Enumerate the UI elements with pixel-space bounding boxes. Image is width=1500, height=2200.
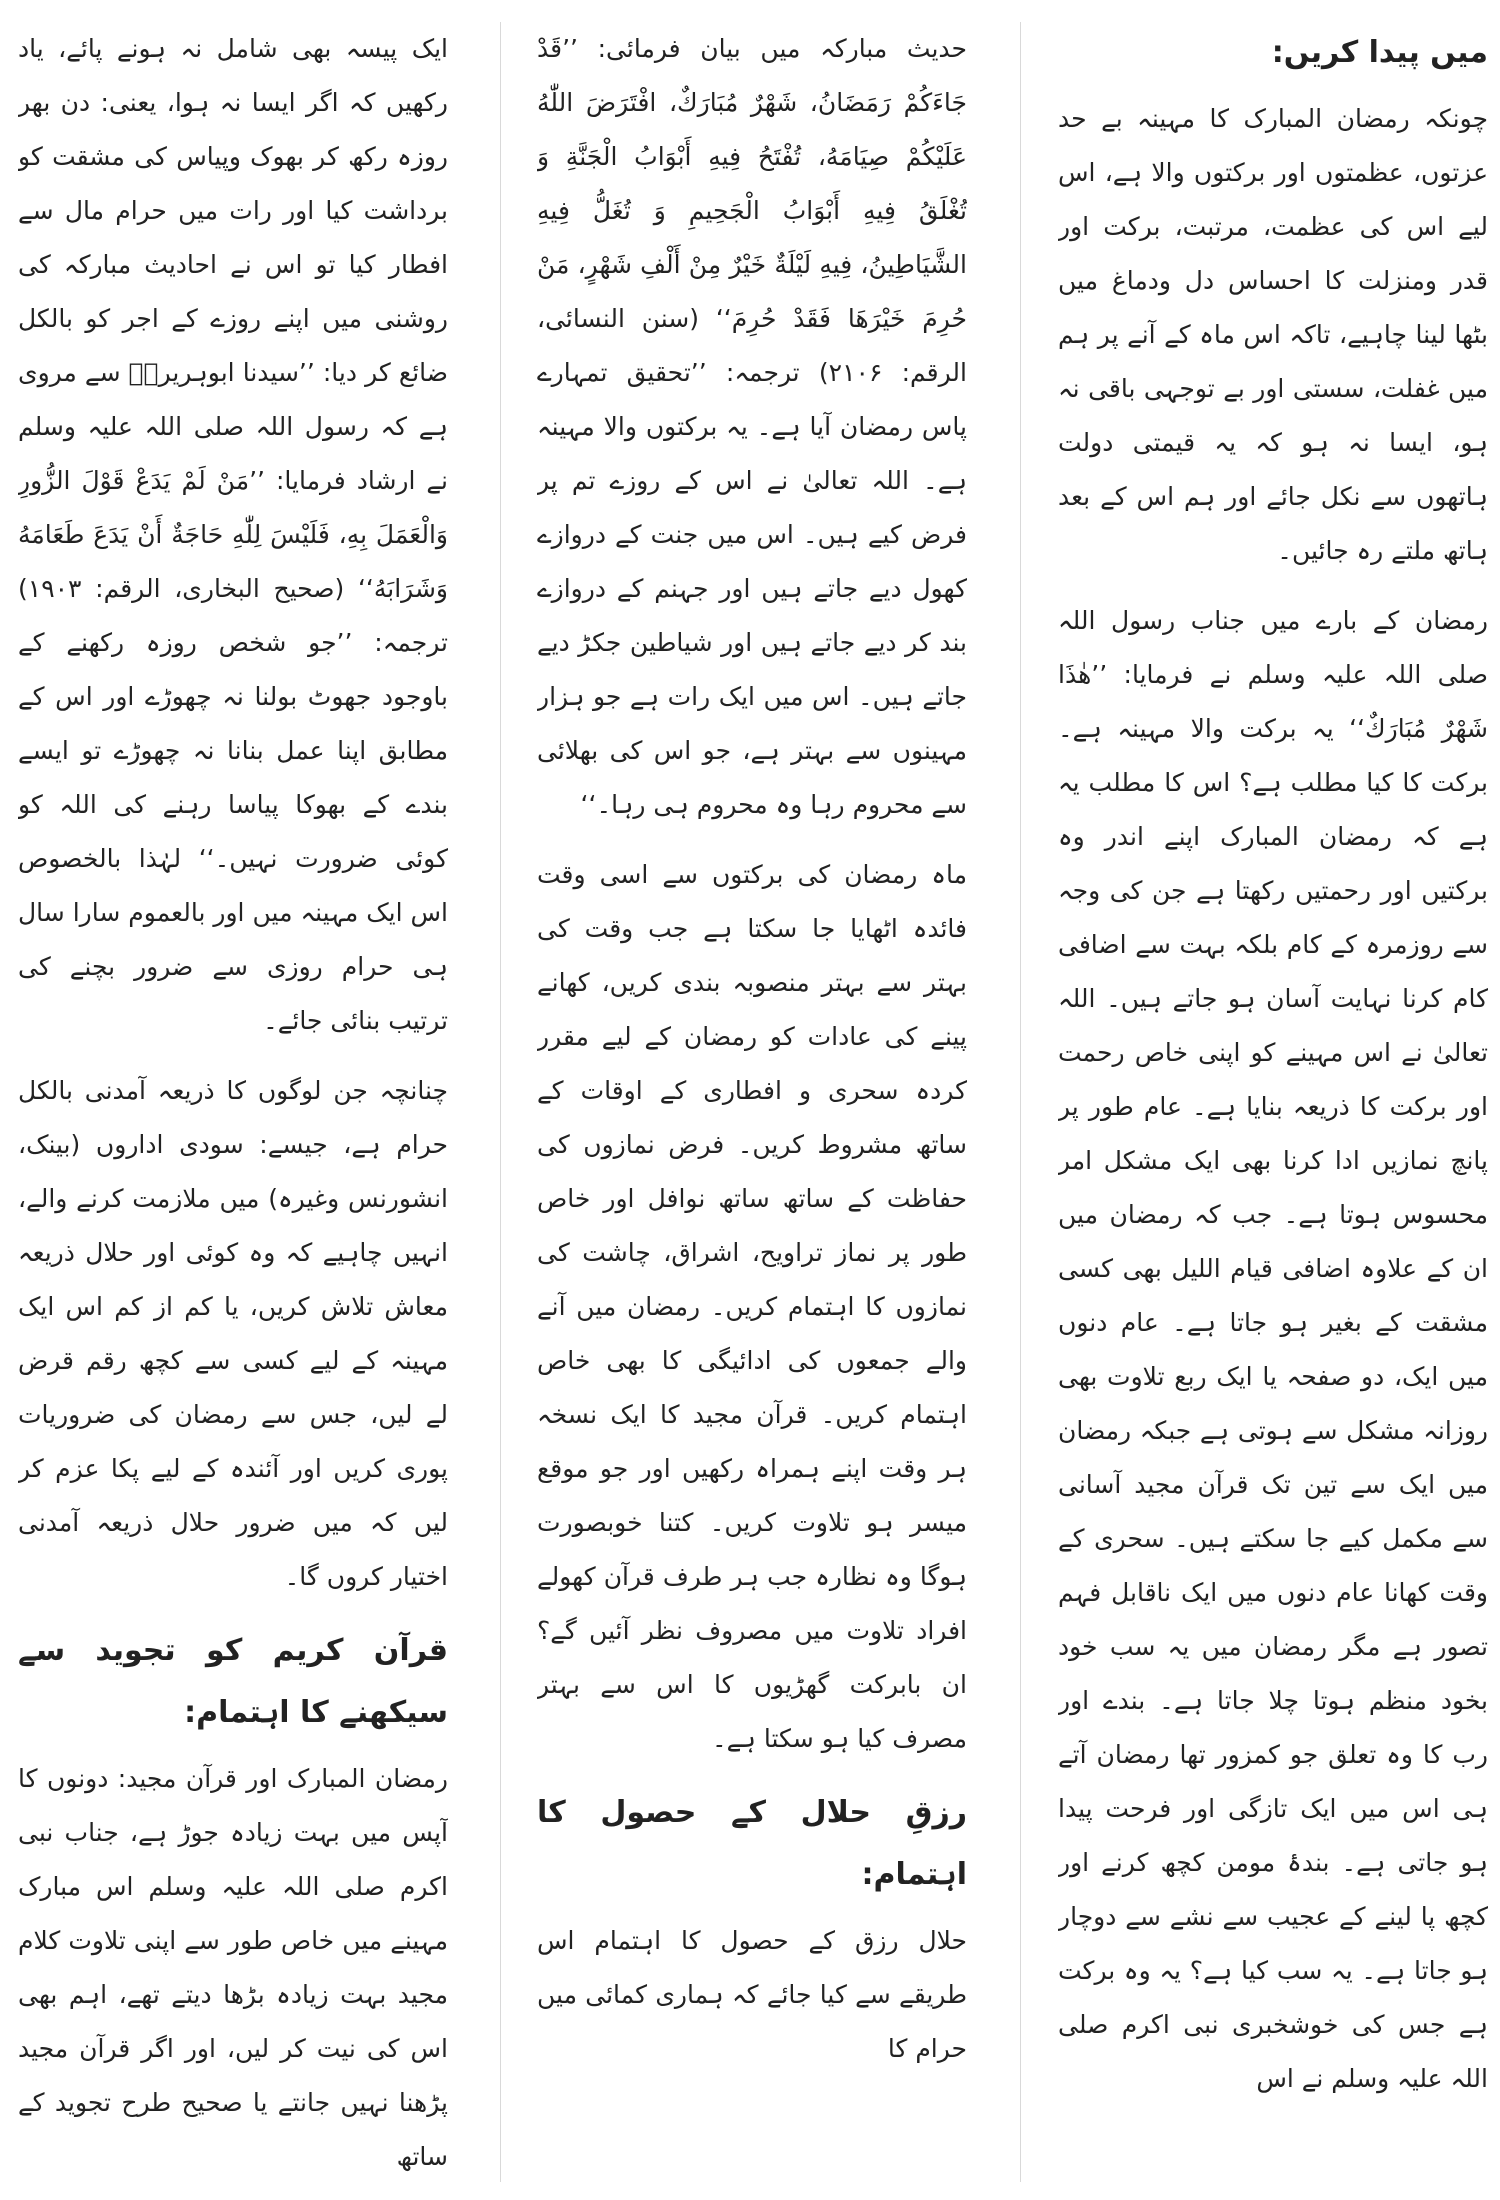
section-heading: میں پیدا کریں: bbox=[1271, 35, 1488, 70]
paragraph: رمضان المبارک اور قرآن مجید: دونوں کا آپس میں بہت زیادہ جوڑ ہے، جناب نبی اکرم صلی اللہ علیہ وسلم اس مبارک مہینے میں خاص طور سے اپنی تلاوت کلام مجید بہت زیادہ بڑھا دیتے تھے، اہم بھی اس کی نیت کر لیں، اور اگر قرآن مجید پڑھنا نہیں جانتے یا صحیح طرح تجوید کے ساتھ bbox=[18, 1764, 448, 2171]
column-divider bbox=[1020, 22, 1021, 2182]
paragraph: رمضان کے بارے میں جناب رسول اللہ صلی اللہ علیہ وسلم نے فرمایا: ’’هٰذَا شَهْرٌ مُبَارَكٌ‘‘ یہ برکت والا مہینہ ہے۔ برکت کا کیا مطلب ہے؟ اس کا مطلب یہ ہے کہ رمضان المبارک اپنے اندر وہ برکتیں اور رحمتیں رکھتا ہے جن کی وجہ سے روزمرہ کے کام بلکہ بہت سے اضافی کام کرنا نہایت آسان ہو جاتے ہیں۔ اللہ تعالیٰ نے اس مہینے کو اپنی خاص رحمت اور برکت کا ذریعہ بنایا ہے۔ عام طور پر پانچ نمازیں ادا کرنا بھی ایک مشکل امر محسوس ہوتا ہے۔ جب کہ رمضان میں ان کے علاوہ اضافی قیام اللیل بھی کسی مشقت کے بغیر ہو جاتا ہے۔ عام دنوں میں ایک، دو صفحہ یا ایک ربع تلاوت بھی روزانہ مشکل سے ہوتی ہے جبکہ رمضان میں ایک سے تین تک قرآن مجید آسانی سے مکمل کیے جا سکتے ہیں۔ سحری کے وقت کھانا عام دنوں میں ایک ناقابل فہم تصور ہے مگر رمضان میں یہ سب خود بخود منظم ہوتا چلا جاتا ہے۔ بندے اور رب کا وہ تعلق جو کمزور تھا رمضان آتے ہی اس میں ایک تازگی اور فرحت پیدا ہو جاتی ہے۔ بندۂ مومن کچھ کرنے اور کچھ پا لینے کے عجیب سے نشے سے دوچار ہو جاتا ہے۔ یہ سب کیا ہے؟ یہ وہ برکت ہے جس کی خوشخبری نبی اکرم صلی اللہ علیہ وسلم نے اس bbox=[1058, 606, 1488, 2093]
column-middle bbox=[537, 22, 967, 2182]
hadith-paragraph: حدیث مبارکہ میں بیان فرمائی: ’’قَدْ جَاءَكُمْ رَمَضَانُ، شَهْرٌ مُبَارَكٌ، افْتَرَضَ اللّٰهُ عَلَيْكُمْ صِيَامَهُ، تُفْتَحُ فِيهِ أَبْوَابُ الْجَنَّةِ وَ تُغْلَقُ فِيهِ أَبْوَابُ الْجَحِيمِ وَ تُغَلُّ فِيهِ الشَّيَاطِينُ، فِيهِ لَيْلَةٌ خَيْرٌ مِنْ أَلْفِ شَهْرٍ، مَنْ حُرِمَ خَيْرَهَا فَقَدْ حُرِمَ‘‘ (سنن النسائی، الرقم: ۲۱۰۶) ترجمہ: ’’تحقیق تمہارے پاس رمضان آیا ہے۔ یہ برکتوں والا مہینہ ہے۔ اللہ تعالیٰ نے اس کے روزے تم پر فرض کیے ہیں۔ اس میں جنت کے دروازے کھول دیے جاتے ہیں اور جہنم کے دروازے بند کر دیے جاتے ہیں اور شیاطین جکڑ دیے جاتے ہیں۔ اس میں ایک رات ہے جو ہزار مہینوں سے بہتر ہے، جو اس کی بھلائی سے محروم رہا وہ محروم ہی رہا۔‘‘ bbox=[537, 34, 967, 819]
column-divider bbox=[500, 22, 501, 2182]
paragraph: چنانچہ جن لوگوں کا ذریعہ آمدنی بالکل حرام ہے، جیسے: سودی اداروں (بینک، انشورنس وغیرہ) میں ملازمت کرنے والے، انہیں چاہیے کہ وہ کوئی اور حلال ذریعہ معاش تلاش کریں، یا کم از کم اس ایک مہینہ کے لیے کسی سے کچھ رقم قرض لے لیں، جس سے رمضان کی ضروریات پوری کریں اور آئندہ کے لیے پکا عزم کر لیں کہ میں ضرور حلال ذریعہ آمدنی اختیار کروں گا۔ bbox=[18, 1076, 448, 1591]
column-right bbox=[1058, 22, 1488, 2182]
paragraph: ایک پیسہ بھی شامل نہ ہونے پائے، یاد رکھیں کہ اگر ایسا نہ ہوا، یعنی: دن بھر روزہ رکھ کر بھوک وپیاس کی مشقت کو برداشت کیا اور رات میں حرام مال سے افطار کیا تو اس نے احادیث مبارکہ کی روشنی میں اپنے روزے کے اجر کو بالکل ضائع کر دیا: ’’سیدنا ابوہریرہؓ سے مروی ہے کہ رسول اللہ صلی اللہ علیہ وسلم نے ارشاد فرمایا: ’’مَنْ لَمْ يَدَعْ قَوْلَ الزُّورِ وَالْعَمَلَ بِهِ، فَلَيْسَ لِلّٰهِ حَاجَةٌ أَنْ يَدَعَ طَعَامَهُ وَشَرَابَهُ‘‘ (صحیح البخاری، الرقم: ۱۹۰۳) ترجمہ: ’’جو شخص روزہ رکھنے کے باوجود جھوٹ بولنا نہ چھوڑے اور اس کے مطابق اپنا عمل بنانا نہ چھوڑے تو ایسے بندے کے بھوکا پیاسا رہنے کی اللہ کو کوئی ضرورت نہیں۔‘‘ لہٰذا بالخصوص اس ایک مہینہ میں اور بالعموم سارا سال ہی حرام روزی سے ضرور بچنے کی ترتیب بنائی جائے۔ bbox=[18, 34, 448, 1035]
paragraph: چونکہ رمضان المبارک کا مہینہ بے حد عزتوں، عظمتوں اور برکتوں والا ہے، اس لیے اس کی عظمت، مرتبت، برکت اور قدر ومنزلت کا احساس دل ودماغ میں بٹھا لینا چاہیے، تاکہ اس ماہ کے آنے پر ہم میں غفلت، سستی اور بے توجہی باقی نہ ہو، ایسا نہ ہو کہ یہ قیمتی دولت ہاتھوں سے نکل جائے اور ہم اس کے بعد ہاتھ ملتے رہ جائیں۔ bbox=[1058, 104, 1488, 565]
section-heading: قرآن کریم کو تجوید سے سیکھنے کا اہتمام: bbox=[18, 1633, 448, 1730]
section-heading: رزقِ حلال کے حصول کا اہتمام: bbox=[537, 1795, 967, 1892]
paragraph: حلال رزق کے حصول کا اہتمام اس طریقے سے کیا جائے کہ ہماری کمائی میں حرام کا bbox=[537, 1926, 967, 2063]
column-left bbox=[18, 22, 448, 2182]
paragraph: ماہ رمضان کی برکتوں سے اسی وقت فائدہ اٹھایا جا سکتا ہے جب وقت کی بہتر سے بہتر منصوبہ بندی کریں، کھانے پینے کی عادات کو رمضان کے لیے مقرر کردہ سحری و افطاری کے اوقات کے ساتھ مشروط کریں۔ فرض نمازوں کی حفاظت کے ساتھ ساتھ نوافل اور خاص طور پر نماز تراویح، اشراق، چاشت کی نمازوں کا اہتمام کریں۔ رمضان میں آنے والے جمعوں کی ادائیگی کا بھی خاص اہتمام کریں۔ قرآن مجید کا ایک نسخہ ہر وقت اپنے ہمراہ رکھیں اور جو موقع میسر ہو تلاوت کریں۔ کتنا خوبصورت ہوگا وہ نظارہ جب ہر طرف قرآن کھولے افراد تلاوت میں مصروف نظر آئیں گے؟ ان بابرکت گھڑیوں کا اس سے بہتر مصرف کیا ہو سکتا ہے۔ bbox=[537, 860, 967, 1753]
